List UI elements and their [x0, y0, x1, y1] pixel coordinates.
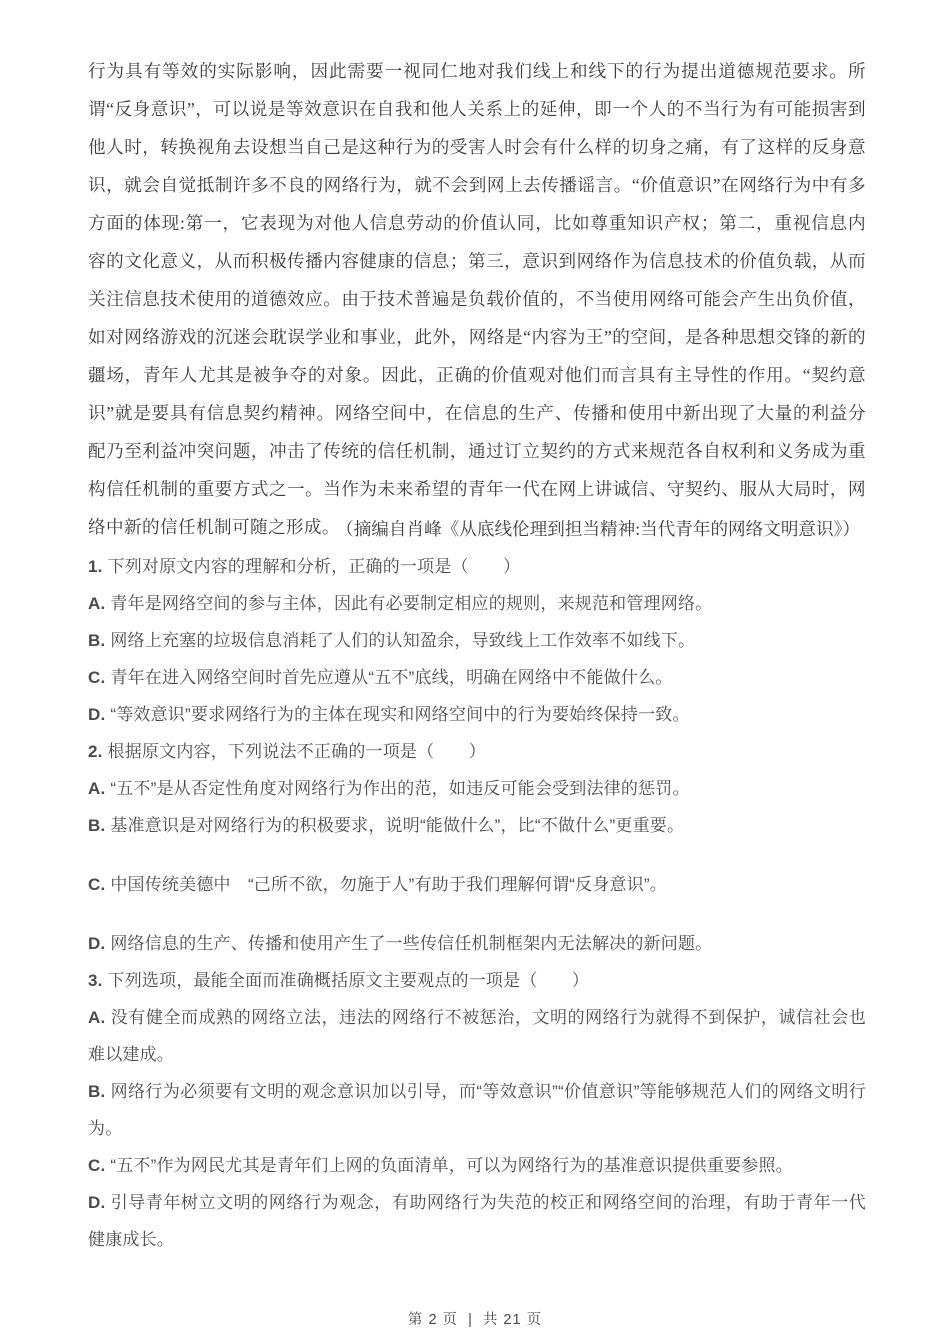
- option-text: 网络上充塞的垃圾信息消耗了人们的认知盈余，导致线上工作效率不如线下。: [110, 631, 696, 650]
- question-1-option-c[interactable]: [88, 659, 866, 696]
- question-1-text: 下列对原文内容的理解和分析，正确的一项是（ ）: [107, 557, 521, 576]
- option-letter: D.: [88, 705, 106, 724]
- footer-separator: |: [468, 1312, 473, 1328]
- question-1-number: 1.: [88, 557, 103, 576]
- questions-section: [88, 548, 866, 1258]
- footer-total-unit: 页: [526, 1312, 543, 1328]
- question-3-option-a[interactable]: [88, 999, 866, 1073]
- question-1-option-a[interactable]: [88, 585, 866, 622]
- option-text: 引导青年树立文明的网络行为观念，有助网络行为失范的校正和网络空间的治理，有助于青年一代健康成长。: [88, 1193, 866, 1249]
- option-text: 青年在进入网络空间时首先应遵从“五不”底线，明确在网络中不能做什么。: [110, 668, 673, 687]
- passage-attribution: （摘编自肖峰《从底线伦理到担当精神:当代青年的网络文明意识》）: [336, 519, 860, 539]
- question-3-text: 下列选项，最能全面而准确概括原文主要观点的一项是（ ）: [107, 971, 590, 990]
- option-text: 没有健全而成熟的网络立法，违法的网络行不被惩治，文明的网络行为就得不到保护，诚信社会也难以建成。: [88, 1008, 866, 1064]
- option-letter: D.: [88, 934, 106, 953]
- question-2-option-a[interactable]: [88, 770, 866, 807]
- footer-page-prefix: 第: [407, 1312, 424, 1328]
- option-letter: B.: [88, 1082, 106, 1101]
- question-2-number: 2.: [88, 742, 103, 761]
- passage-body: [88, 52, 866, 546]
- option-text: 基准意识是对网络行为的积极要求，说明“能做什么”，比“不做什么”更重要。: [110, 816, 685, 835]
- footer-current-page: 2: [428, 1312, 438, 1328]
- option-letter: B.: [88, 631, 106, 650]
- option-letter: A.: [88, 594, 106, 613]
- question-1: [88, 548, 866, 733]
- question-2-option-b[interactable]: [88, 807, 866, 844]
- option-text: “五不”作为网民尤其是青年们上网的负面清单，可以为网络行为的基准意识提供重要参照。: [110, 1156, 793, 1175]
- option-letter: C.: [88, 1156, 106, 1175]
- question-3-number: 3.: [88, 971, 103, 990]
- question-1-stem: [88, 548, 866, 585]
- question-2-option-c[interactable]: [88, 866, 866, 903]
- question-1-option-b[interactable]: [88, 622, 866, 659]
- option-text: 网络信息的生产、传播和使用产生了一些传信任机制框架内无法解决的新问题。: [110, 934, 713, 953]
- option-letter: D.: [88, 1193, 106, 1212]
- question-1-option-d[interactable]: [88, 696, 866, 733]
- question-3: [88, 962, 866, 1258]
- option-text: “五不”是从否定性角度对网络行为作出的范，如违反可能会受到法律的惩罚。: [110, 779, 690, 798]
- question-3-stem: [88, 962, 866, 999]
- option-letter: C.: [88, 668, 106, 687]
- question-3-option-b[interactable]: [88, 1073, 866, 1147]
- option-text: 青年是网络空间的参与主体，因此有必要制定相应的规则，来规范和管理网络。: [110, 594, 713, 613]
- page-footer: [0, 1308, 950, 1329]
- footer-page-unit: 页: [442, 1312, 459, 1328]
- question-3-option-c[interactable]: [88, 1147, 866, 1184]
- question-2-text: 根据原文内容，下列说法不正确的一项是（ ）: [107, 742, 486, 761]
- option-text: 网络行为必须要有文明的观念意识加以引导，而“等效意识”“价值意识”等能够规范人们的网络文明行为。: [88, 1082, 866, 1138]
- footer-total-pages: 21: [503, 1312, 522, 1328]
- option-letter: C.: [88, 875, 106, 894]
- question-2: [88, 733, 866, 962]
- option-letter: B.: [88, 816, 106, 835]
- question-2-option-d[interactable]: [88, 925, 866, 962]
- option-letter: A.: [88, 1008, 106, 1027]
- option-text: 中国传统美德中 “己所不欲，勿施于人”有助于我们理解何谓“反身意识”。: [110, 875, 667, 894]
- question-2-stem: [88, 733, 866, 770]
- option-letter: A.: [88, 779, 106, 798]
- passage-paragraph: 行为具有等效的实际影响，因此需要一视同仁地对我们线上和线下的行为提出道德规范要求。所谓“反身意识”，可以说是等效意识在自我和他人关系上的延伸，即一个人的不当行为有可能损害到他人时，转换视角去设想当自己是这种行为的受害人时会有什么样的切身之痛，有了这样的反身意识，就会自觉抵制许多不良的网络行为，就不会到网上去传播谣言。“价值意识”在网络行为中有多方面的体现:第一，它表现为对他人信息劳动的价值认同，比如尊重知识产权；第二，重视信息内容的文化意义，从而积极传播内容健康的信息；第三，意识到网络作为信息技术的价值负载，从而关注信息技术使用的道德效应。由于技术普遍是负载价值的，不当使用网络可能会产生出负价值，如对网络游戏的沉迷会耽误学业和事业，此外，网络是“内容为王”的空间，是各种思想交锋的新的疆场，青年人尤其是被争夺的对象。因此，正确的价值观对他们而言具有主导性的作用。“契约意识”就是要具有信息契约精神。网络空间中，在信息的生产、传播和使用中新出现了大量的利益分配乃至利益冲突问题，冲击了传统的信任机制，通过订立契约的方式来规范各自权利和义务成为重构信任机制的重要方式之一。当作为未来希望的青年一代在网上讲诚信、守契约、服从大局时，网络中新的信任机制可随之形成。: [88, 61, 866, 537]
- footer-total-prefix: 共: [482, 1312, 499, 1328]
- option-text: “等效意识”要求网络行为的主体在现实和网络空间中的行为要始终保持一致。: [110, 705, 690, 724]
- question-3-option-d[interactable]: [88, 1184, 866, 1258]
